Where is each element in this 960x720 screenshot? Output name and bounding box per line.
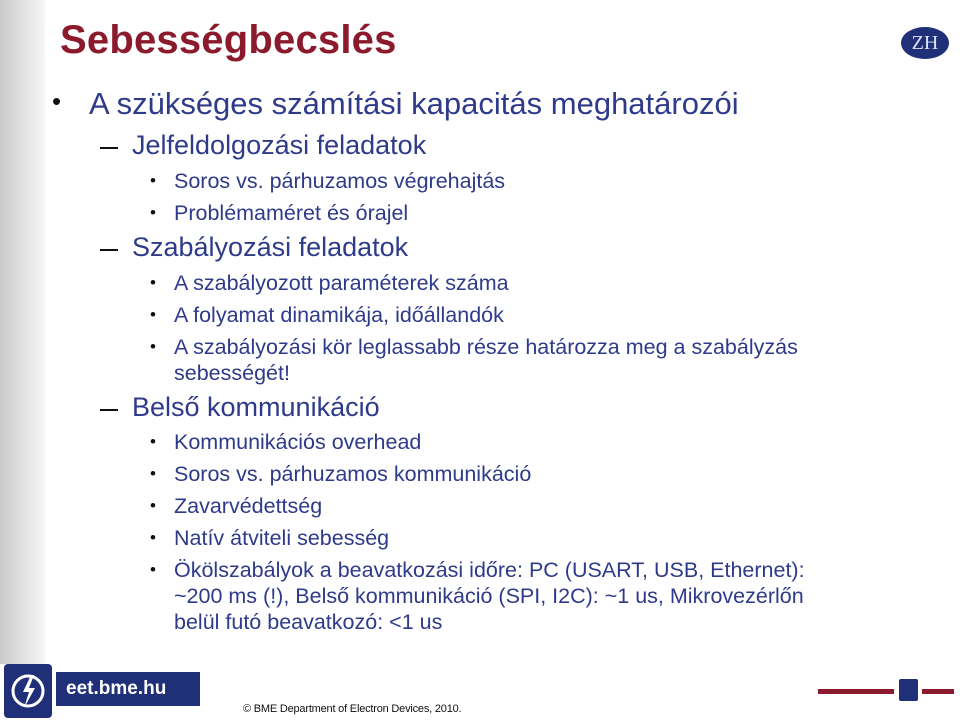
slide-title: Sebességbecslés	[60, 18, 397, 62]
site-link[interactable]: eet.bme.hu	[56, 672, 200, 706]
footer-decor-square	[899, 679, 918, 701]
bullet-level3: • Natív átviteli sebesség	[174, 525, 389, 551]
bullet-level3: • Soros vs. párhuzamos végrehajtás	[174, 168, 505, 194]
bullet-line: sebességét!	[174, 361, 290, 385]
bullet-level2: Szabályozási feladatok	[132, 232, 409, 262]
zh-badge: ZH	[901, 27, 949, 59]
copyright-text: © BME Department of Electron Devices, 2010.	[243, 703, 462, 715]
bullet-level1: • A szükséges számítási kapacitás meghatározói	[89, 86, 739, 122]
bullet-level3: • Problémaméret és órajel	[174, 200, 408, 226]
left-decorative-bar	[0, 0, 45, 664]
bullet-level2: Jelfeldolgozási feladatok	[132, 130, 427, 160]
bullet-line: ~200 ms (!), Belső kommunikáció (SPI, I2C): ~1 us, Mikrovezérlőn	[174, 584, 804, 608]
bullet-level3: • Zavarvédettség	[174, 493, 322, 519]
bullet-level2: Belső kommunikáció	[132, 392, 380, 422]
bullet-level3: • A folyamat dinamikája, időállandók	[174, 302, 504, 328]
bullet-level3	[174, 557, 805, 635]
bullet-level3: • A szabályozott paraméterek száma	[174, 270, 509, 296]
bullet-level3	[174, 334, 798, 386]
bullet-line: belül futó beavatkozó: <1 us	[174, 610, 443, 634]
bullet-line: Ökölszabályok a beavatkozási időre: PC (USART, USB, Ethernet):	[174, 558, 805, 582]
bullet-level3: • Soros vs. párhuzamos kommunikáció	[174, 461, 531, 487]
bullet-line: A szabályozási kör leglassabb része határozza meg a szabályzás	[174, 335, 798, 359]
bme-logo-icon	[4, 664, 52, 718]
footer-decor-line	[818, 689, 894, 694]
bullet-level3: • Kommunikációs overhead	[174, 429, 421, 455]
footer-decor-line	[922, 689, 954, 694]
